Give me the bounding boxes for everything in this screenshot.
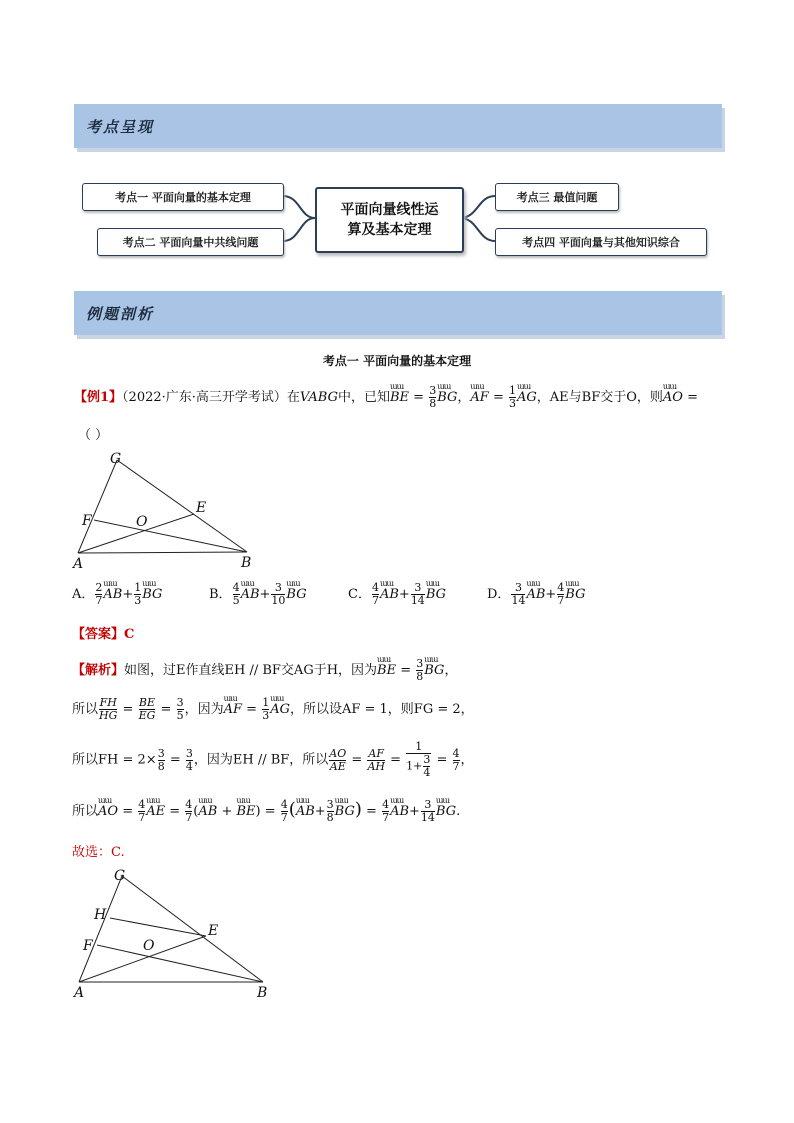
section-title-liti: 例题剖析 (86, 305, 155, 323)
analysis-tag: 【解析】 (72, 663, 125, 678)
choice-a-label: A． (72, 587, 95, 602)
fig2-side-ag (79, 876, 122, 982)
choice-d-label: D． (487, 587, 511, 602)
mindmap-center-line1: 平面向量线性运 (340, 202, 439, 218)
choice-c[interactable]: C． $\frac{4}{7}$ ɯɯ AB+ $\frac{3}{14}$ ɯɯ BG (348, 582, 446, 607)
mindmap-node-kaodian1: 考点一 平面向量的基本定理 (82, 183, 284, 211)
fig1-label-g: G (110, 451, 122, 467)
section-band-liti (74, 291, 722, 335)
analysis-line3-a: 所以FH = 2× (72, 752, 157, 768)
mindmap-center-node (315, 187, 464, 253)
subsection-title: 考点一 平面向量的基本定理 (322, 354, 472, 368)
section-title-kaodian: 考点呈现 (86, 118, 155, 136)
analysis-line1-text: 如图，过E作直线EH // BF交AG于H，因为 (124, 663, 378, 678)
fig1-label-a: A (73, 556, 84, 572)
fig2-label-g: G (114, 868, 126, 884)
analysis-line4-a: 所以 (72, 804, 99, 819)
example-paren: （ ） (78, 428, 109, 443)
analysis-line1: 【解析】如图，过E作直线EH // BF交AG于H，因为ɯɯ BE = $\frac{3}{8}$ ɯɯ BG， (72, 658, 457, 683)
fig2-label-f: F (83, 938, 93, 954)
analysis-line4: 所以ɯɯ AO = $\frac{4}{7}$ ɯɯ AE = $\frac{4}{7}$ (ɯɯ AB + ɯɯ BE) = $\frac{4}{7}$ (ɯɯ AB+ $\frac{3}{8}$ ɯɯ BG) = $\frac{4}{7}$ ɯɯ AB+ $\frac{3}{14}$ ɯɯ BG. (72, 799, 460, 824)
example-statement: 【例1】（2022·广东·高三开学考试）在VABG中，已知ɯɯ BE = $\frac{3}{8}$ ɯɯ BG，ɯɯ AF = $\frac{1}{3}$ ɯɯ AG，AE与BF交于O，则ɯɯ AO = (74, 385, 698, 410)
fig1-side-ag (78, 460, 117, 553)
mindmap-node-kaodian3: 考点三 最值问题 (495, 183, 619, 211)
answer-line (72, 623, 134, 642)
analysis-line2-a: 所以 (72, 702, 99, 717)
fig1-label-b: B (241, 555, 252, 571)
example-triangle: VABG (299, 390, 338, 405)
answer-tag: 【答案】 (72, 627, 125, 642)
analysis-line2-b: ，因为 (184, 702, 224, 717)
mindmap-center-line2: 算及基本定理 (347, 222, 432, 238)
figure-triangle-2 (70, 866, 280, 1001)
example-mid: 中，已知 (337, 390, 390, 405)
choice-c-label: C． (348, 587, 371, 602)
choice-a[interactable]: A． $\frac{2}{7}$ ɯɯ AB+ $\frac{1}{3}$ ɯɯ BG (72, 582, 162, 607)
analysis-line3: 所以FH = 2× $\frac{3}{8}$ = $\frac{3}{4}$ ，因为EH // BF，所以 $\frac{AO}{AE}$ = $\frac{AF}{AH}$ = 1 1+ $\frac{3}{4}$ = $\frac{4}{7}$ ， (72, 740, 474, 779)
choice-b[interactable]: B． $\frac{4}{5}$ ɯɯ AB+ $\frac{3}{10}$ ɯɯ BG (209, 582, 307, 607)
fig1-side-ab (78, 552, 247, 553)
mindmap-node-kaodian4: 考点四 平面向量与其他知识综合 (495, 228, 707, 256)
example-source: （2022·广东·高三开学考试）在 (122, 390, 300, 405)
choice-b-label: B． (209, 587, 232, 602)
fig1-label-f: F (82, 513, 92, 529)
choice-d[interactable]: D． $\frac{3}{14}$ ɯɯ AB+ $\frac{4}{7}$ ɯɯ BG (487, 582, 585, 607)
fig2-label-h: H (94, 907, 107, 923)
fig2-label-o: O (143, 938, 155, 954)
fig2-line-he (110, 918, 206, 936)
analysis-line2: 所以 $\frac{FH}{HG}$ = $\frac{BE}{EG}$ = $\frac{3}{5}$ ，因为ɯɯ AF = $\frac{1}{3}$ ɯɯ AG，所以设AF = 1，则FG = 2， (72, 697, 474, 722)
analysis-line2-c: ，所以设AF = 1，则FG = 2， (289, 702, 474, 717)
fig1-label-o: O (136, 514, 148, 530)
fig2-label-b: B (257, 985, 268, 1001)
fig1-label-e: E (196, 500, 207, 516)
fig2-label-a: A (74, 985, 85, 1001)
example-cond: ，AE与BF交于O，则 (536, 390, 663, 405)
conclusion: 故选：C. (72, 845, 125, 860)
example-tag: 【例1】 (74, 390, 123, 405)
analysis-line3-b: ，因为EH // BF，所以 (193, 752, 329, 768)
fig2-label-e: E (208, 923, 219, 939)
mindmap-node-kaodian2: 考点二 平面向量中共线问题 (97, 228, 284, 256)
figure-triangle-1 (70, 450, 270, 575)
answer-value: C (124, 627, 135, 642)
